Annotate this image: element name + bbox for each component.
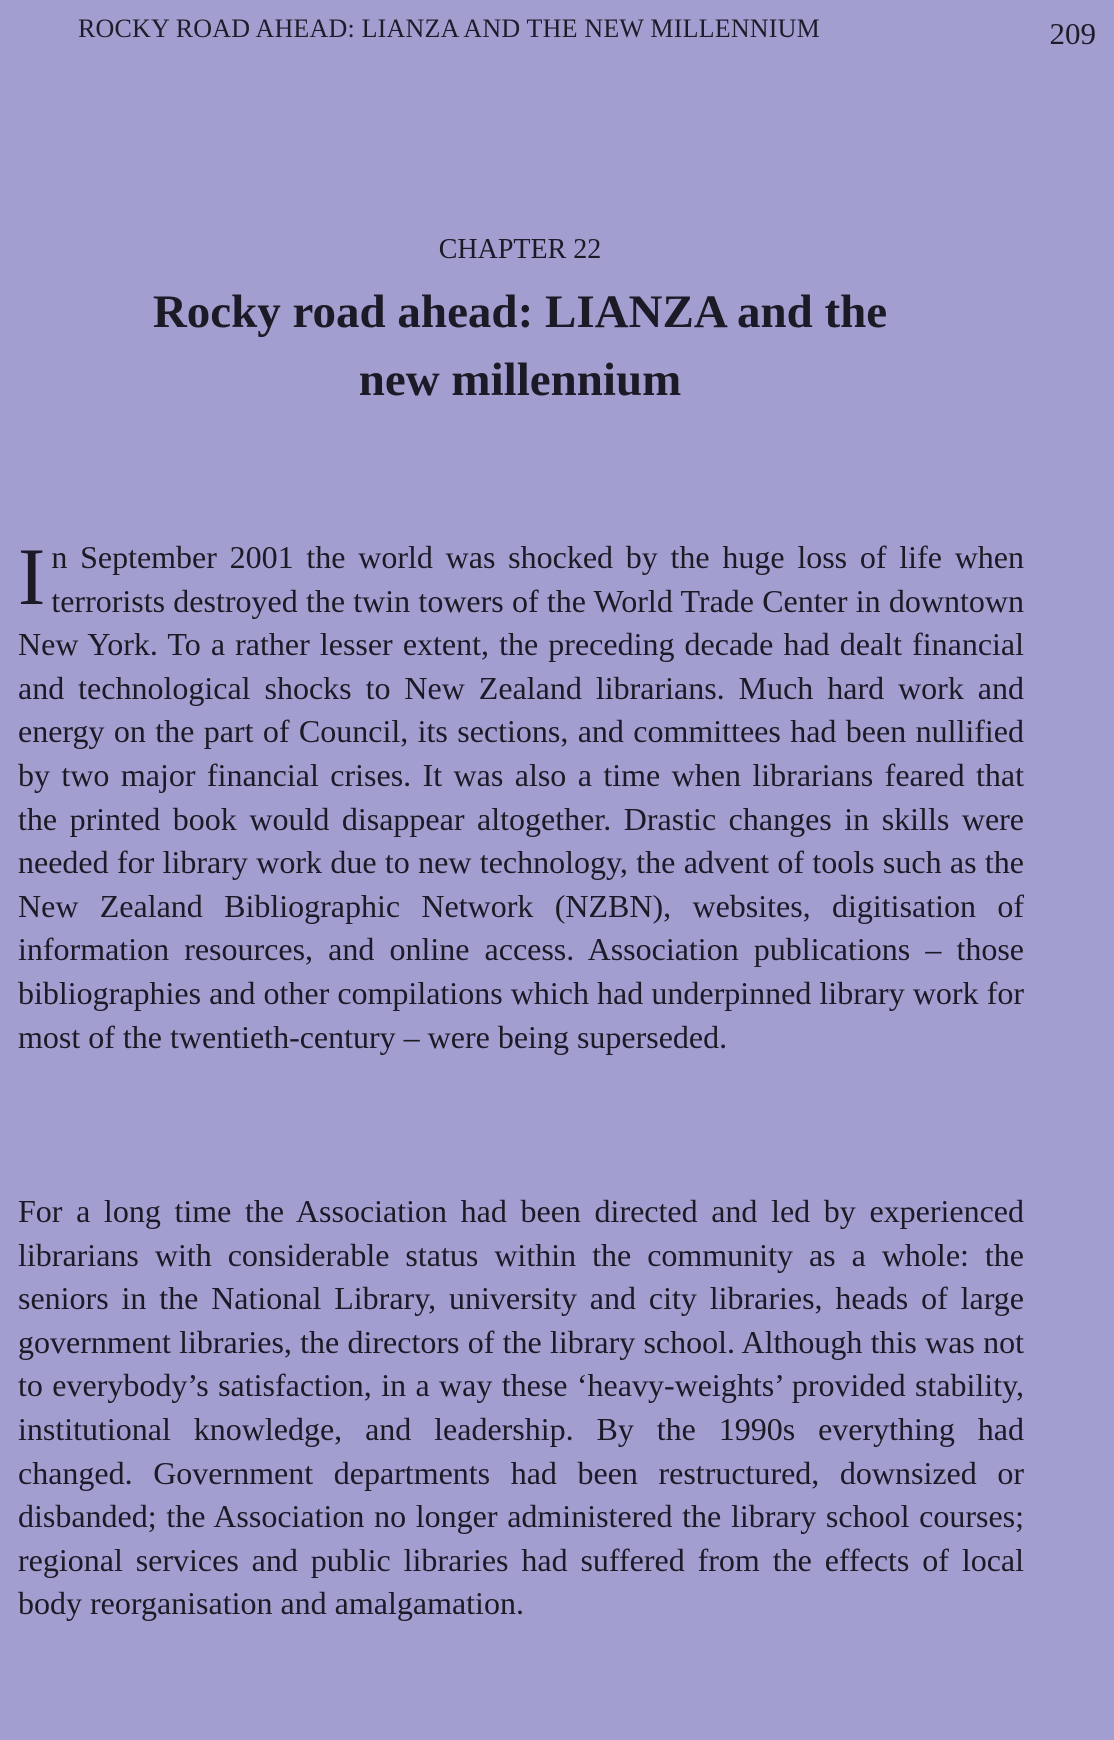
chapter-title-line-1: Rocky road ahead: LIANZA and the: [152, 286, 888, 338]
page-number: 209: [1049, 16, 1096, 51]
paragraph-1: [18, 531, 1024, 1059]
paragraph-2: For a long time the Association had been directed and led by experienced librarians with considerable status within the community as a whole: the seniors in the National Library, university and city libraries, heads of large government libraries, the directors of the library school. Although this was not to everybody’s satisfaction, in a way these ‘heavy-weights’ provided stability, institutional knowledge, and leadership. By the 1990s everything had changed. Government departments had been restructured, downsized or disbanded; the Association no longer administered the library school courses; regional services and public libraries had suffered from the effects of local body reorganisation and amalgamation.: [18, 1193, 1024, 1622]
chapter-label: CHAPTER 22: [438, 234, 602, 265]
chapter-title: [0, 278, 1040, 414]
chapter-title-line-2: new millennium: [358, 354, 682, 406]
drop-cap: I: [18, 531, 46, 622]
running-head: ROCKY ROAD AHEAD: LIANZA AND THE NEW MILLENNIUM: [78, 14, 820, 43]
paragraph-1-text: n September 2001 the world was shocked by the huge loss of life when terrorists destroyed the twin towers of the World Trade Center in downtown New York. To a rather lesser extent, the preceding decade had dealt financial and technological shocks to New Zealand librarians. Much hard work and energy on the part of Council, its sections, and committees had been nullified by two major financial crises. It was also a time when librarians feared that the printed book would disappear altogether. Drastic changes in skills were needed for library work due to new technology, the advent of tools such as the New Zealand Bibliographic Network (NZBN), websites, digitisation of information resources, and online access. Association publications – those bibliographies and other compilations which had underpinned library work for most of the twentieth-century – were being superseded.: [18, 539, 1024, 1055]
